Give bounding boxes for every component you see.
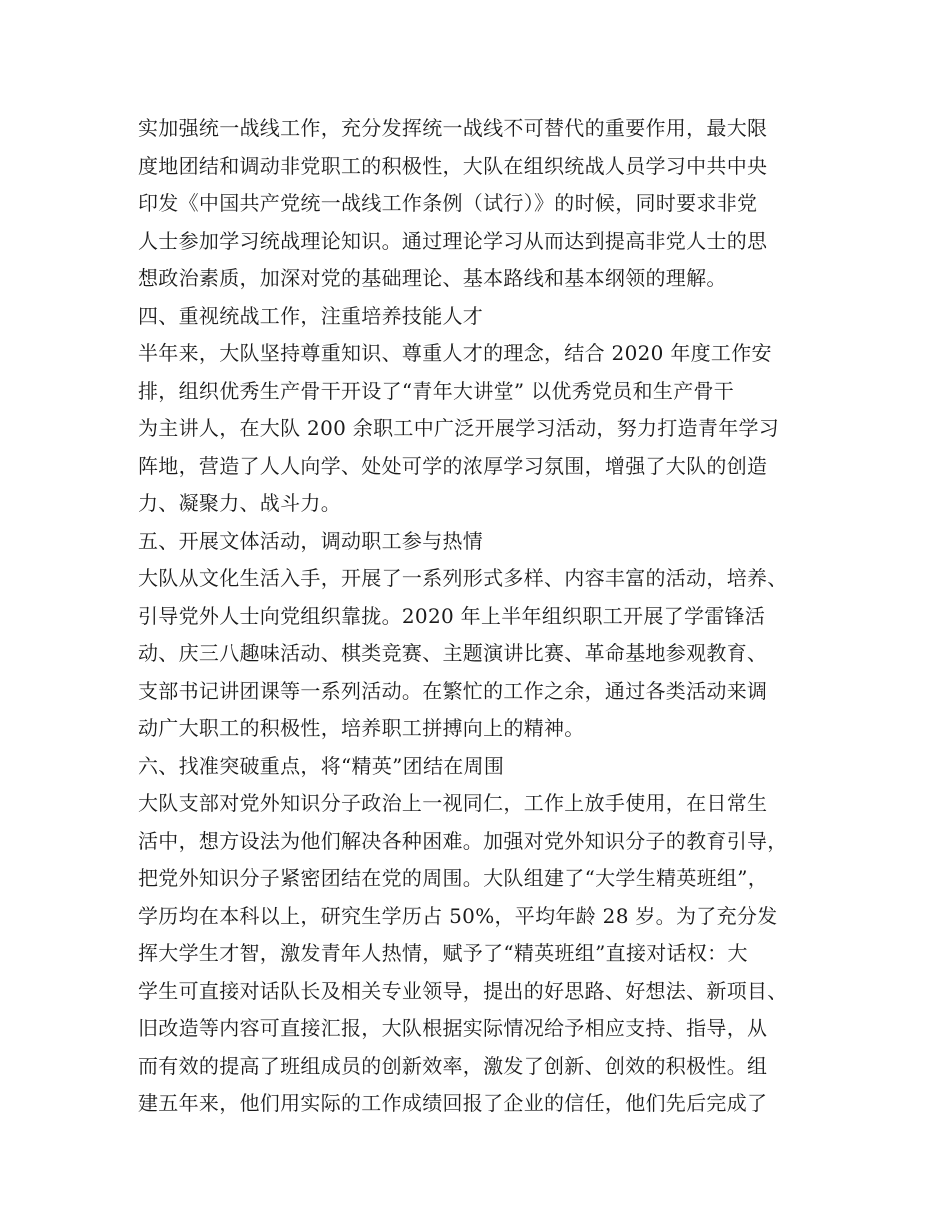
text-line: 印发《中国共产党统一战线工作条例（试行）》的时候，同时要求非党 [138,191,758,215]
text-line: 为主讲人，在大队 200 余职工中广泛开展学习活动，努力打造青年学习 [138,416,780,440]
text-line: 动、庆三八趣味活动、棋类竞赛、主题演讲比赛、革命基地参观教育、 [138,641,768,665]
text-line: 学历均在本科以上，研究生学历占 50%，平均年龄 28 岁。为了充分发 [138,903,778,928]
section-heading: 四、重视统战工作，注重培养技能人才 [138,303,484,328]
text-line: 半年来，大队坚持尊重知识、尊重人才的理念，结合 2020 年度工作安 [138,341,772,365]
section-heading: 六、找准突破重点，将“精英”团结在周围 [138,753,505,778]
text-line: 排，组织优秀生产骨干开设了“青年大讲堂” 以优秀党员和生产骨干 [138,378,735,403]
text-line: 挥大学生才智，激发青年人热情，赋予了“精英班组”直接对话权：大 [138,941,748,965]
text-line: 引导党外人士向党组织靠拢。2020 年上半年组织职工开展了学雷锋活 [138,603,766,628]
text-line: 活中，想方设法为他们解决各种困难。加强对党外知识分子的教育引导， [138,828,788,853]
text-line: 阵地，营造了人人向学、处处可学的浓厚学习氛围，增强了大队的创造 [138,453,768,478]
body-text [138,110,838,1123]
text-line: 而有效的提高了班组成员的创新效率，激发了创新、创效的积极性。组 [138,1053,768,1078]
text-line: 度地团结和调动非党职工的积极性，大队在组织统战人员学习中共中央 [138,153,768,178]
text-line: 学生可直接对话队长及相关专业领导，提出的好思路、好想法、新项目、 [138,978,788,1003]
text-line: 动广大职工的积极性，培养职工拼搏向上的精神。 [138,716,585,740]
text-line: 实加强统一战线工作，充分发挥统一战线不可替代的重要作用，最大限 [138,116,768,140]
text-line: 支部书记讲团课等一系列活动。在繁忙的工作之余，通过各类活动来调 [138,678,768,703]
text-line: 人士参加学习统战理论知识。通过理论学习从而达到提高非党人士的思 [138,228,768,253]
text-line: 旧改造等内容可直接汇报，大队根据实际情况给予相应支持、指导，从 [138,1016,768,1040]
text-line: 大队支部对党外知识分子政治上一视同仁，工作上放手使用，在日常生 [138,791,768,815]
text-line: 力、凝聚力、战斗力。 [138,491,341,515]
text-line: 大队从文化生活入手，开展了一系列形式多样、内容丰富的活动，培养、 [138,566,788,590]
text-line: 建五年来，他们用实际的工作成绩回报了企业的信任，他们先后完成了 [138,1091,768,1115]
section-heading: 五、开展文体活动，调动职工参与热情 [138,528,484,553]
text-line: 把党外知识分子紧密团结在党的周围。大队组建了“大学生精英班组”， [138,866,769,890]
text-line: 想政治素质，加深对党的基础理论、基本路线和基本纲领的理解。 [138,266,727,290]
